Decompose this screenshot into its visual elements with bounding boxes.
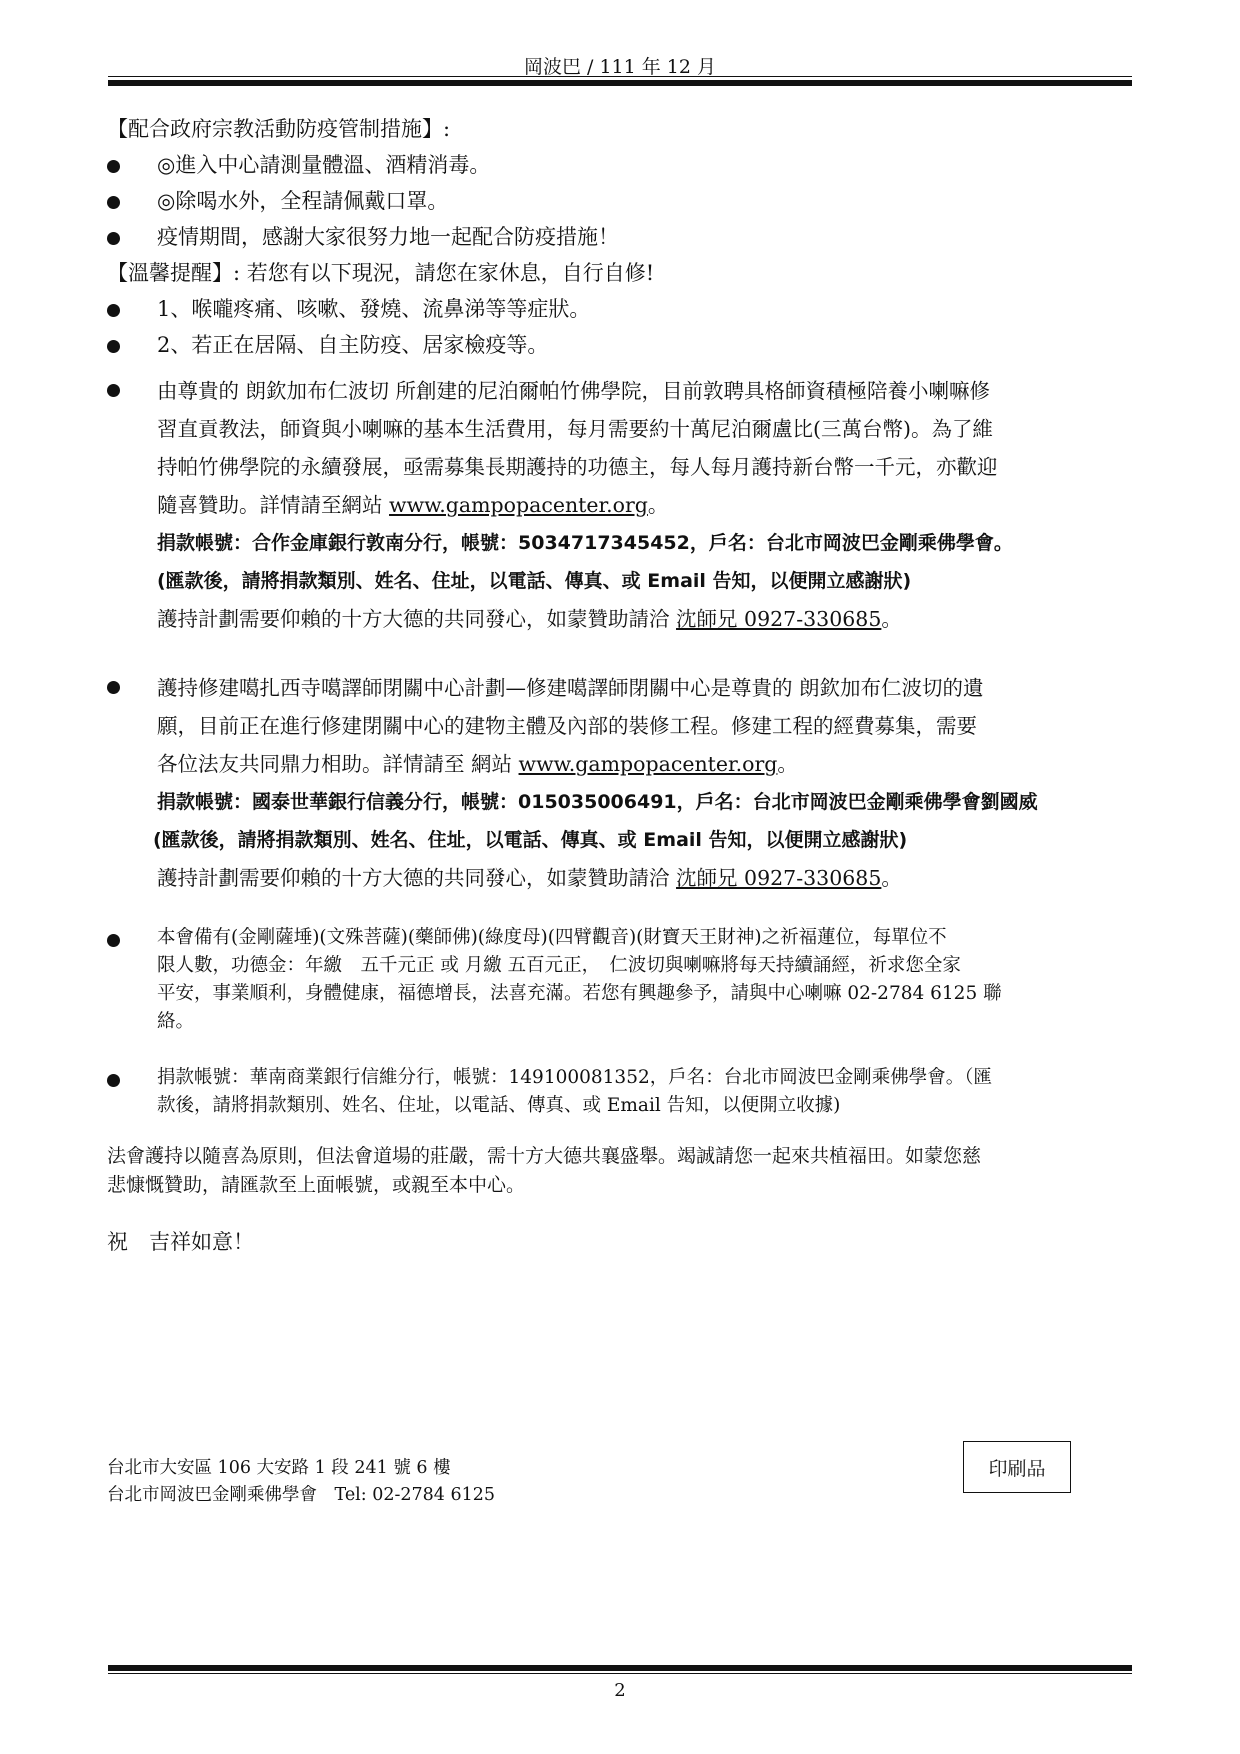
block1-line-last	[157, 486, 1177, 524]
bullet-icon	[107, 232, 120, 245]
page-header: 岡波巴 / 111 年 12 月	[523, 56, 717, 78]
closing-wish: 祝 吉祥如意！	[107, 1230, 254, 1254]
bullet-icon	[107, 384, 120, 397]
bullet-icon	[107, 1074, 120, 1087]
block4-line: 款後，請將捐款類別、姓名、住址，以電話、傳真、或 Email 告知，以便開立收據)	[157, 1095, 841, 1116]
header-thick-rule	[108, 80, 1132, 86]
block2-line-last	[157, 745, 1177, 783]
bullet-icon	[107, 681, 120, 694]
block1-contact-prefix: 護持計劃需要仰賴的十方大德的共同發心，如蒙贊助請洽	[157, 607, 677, 631]
block3-line: 本會備有(金剛薩埵)(文殊菩薩)(藥師佛)(綠度母)(四臂觀音)(財寶天王財神)之祈福蓮位，每單位不	[157, 927, 947, 948]
footer-address: 台北市大安區 106 大安路 1 段 241 號 6 樓	[107, 1458, 451, 1478]
block2-note: (匯款後，請將捐款類別、姓名、住址，以電話、傳真、或 Email 告知，以便開立感謝狀)	[153, 829, 908, 851]
block2-website-link[interactable]: www.gampopacenter.org	[518, 752, 778, 776]
block2-contact-line	[157, 859, 1177, 897]
bullet-icon	[107, 160, 120, 173]
block1-line: 習直貢教法，師資與小喇嘛的基本生活費用，每月需要約十萬尼泊爾盧比(三萬台幣)。為了維	[157, 417, 993, 441]
block4-line: 捐款帳號：華南商業銀行信維分行，帳號：149100081352，戶名：台北市岡波巴金剛乘佛學會。（匯	[157, 1067, 992, 1088]
section2-title: 【溫馨提醒】: 若您有以下現況，請您在家休息，自行自修!	[107, 261, 655, 285]
bullet-icon	[107, 196, 120, 209]
block1-note: (匯款後，請將捐款類別、姓名、住址，以電話、傳真、或 Email 告知，以便開立感謝狀)	[157, 570, 912, 592]
closing-line: 悲慷慨贊助，請匯款至上面帳號，或親至本中心。	[107, 1174, 526, 1196]
block2-contact: 沈師兄 0927-330685	[676, 866, 882, 890]
printed-matter-stamp: 印刷品	[963, 1441, 1071, 1493]
block1-contact: 沈師兄 0927-330685	[676, 607, 882, 631]
block1-text	[157, 372, 1177, 638]
footer-thick-rule	[108, 1665, 1132, 1671]
footer-org: 台北市岡波巴金剛乘佛學會 Tel: 02-2784 6125	[107, 1485, 496, 1505]
footer-thin-rule	[108, 1673, 1132, 1674]
block1-account: 捐款帳號：合作金庫銀行敦南分行，帳號：5034717345452，戶名：台北市岡波巴金剛乘佛學會。	[157, 532, 1013, 554]
block2-line: 護持修建噶扎西寺噶譯師閉關中心計劃—修建噶譯師閉關中心是尊貴的 朗欽加布仁波切的遺	[157, 676, 984, 700]
section2-item-1: 1、喉嚨疼痛、咳嗽、發燒、流鼻涕等等症狀。	[157, 297, 591, 321]
block2-last-prefix: 各位法友共同鼎力相助。詳情請至 網站	[157, 752, 519, 776]
block2-contact-prefix: 護持計劃需要仰賴的十方大德的共同發心，如蒙贊助請洽	[157, 866, 677, 890]
bullet-icon	[107, 340, 120, 353]
block1-line: 持帕竹佛學院的永續發展，亟需募集長期護持的功德主，每人每月護持新台幣一千元，亦歡迎	[157, 455, 998, 479]
section1-title: 【配合政府宗教活動防疫管制措施】:	[107, 117, 451, 141]
section1-item-3: 疫情期間，感謝大家很努力地一起配合防疫措施！	[157, 225, 619, 249]
block4-text	[157, 1064, 1177, 1120]
section1-item-1: ◎進入中心請測量體溫、酒精消毒。	[157, 153, 491, 177]
block2-line: 願，目前正在進行修建閉關中心的建物主體及內部的裝修工程。修建工程的經費募集，需要	[157, 714, 977, 738]
block3-line: 絡。	[157, 1011, 195, 1032]
block3-line: 平安，事業順利，身體健康，福德增長，法喜充滿。若您有興趣參予，請與中心喇嘛 02-2784 6125 聯	[157, 983, 1002, 1004]
block1-contact-line	[157, 600, 1177, 638]
block1-website-link[interactable]: www.gampopacenter.org	[389, 493, 648, 517]
block3-line: 限人數，功德金：年繳 五千元正 或 月繳 五百元正， 仁波切與喇嘛將每天持續誦經，祈求您全家	[157, 955, 961, 976]
block1-line: 由尊貴的 朗欽加布仁波切 所創建的尼泊爾帕竹佛學院，目前敦聘具格師資積極陪養小喇嘛修	[157, 379, 991, 403]
closing-text	[107, 1142, 1167, 1200]
block2-last-suffix: 。	[777, 752, 798, 776]
page-number: 2	[614, 1680, 626, 1701]
block2-text	[153, 669, 1177, 897]
block1-contact-suffix: 。	[881, 607, 902, 631]
bullet-icon	[107, 304, 120, 317]
bullet-icon	[107, 934, 120, 947]
block2-account: 捐款帳號：國泰世華銀行信義分行，帳號：015035006491，戶名：台北市岡波巴金剛乘佛學會劉國威	[157, 791, 1038, 813]
closing-line: 法會護持以隨喜為原則，但法會道場的莊嚴，需十方大德共襄盛舉。竭誠請您一起來共植福田。如蒙您慈	[107, 1145, 982, 1167]
section2-item-2: 2、若正在居隔、自主防疫、居家檢疫等。	[157, 333, 549, 357]
block3-text	[157, 924, 1177, 1036]
block1-last-prefix: 隨喜贊助。詳情請至網站	[157, 493, 390, 517]
header-thin-rule	[108, 76, 1132, 77]
section1-item-2: ◎除喝水外，全程請佩戴口罩。	[157, 189, 449, 213]
footer-address-block	[107, 1455, 495, 1509]
block1-last-suffix: 。	[647, 493, 669, 517]
block2-contact-suffix: 。	[881, 866, 902, 890]
